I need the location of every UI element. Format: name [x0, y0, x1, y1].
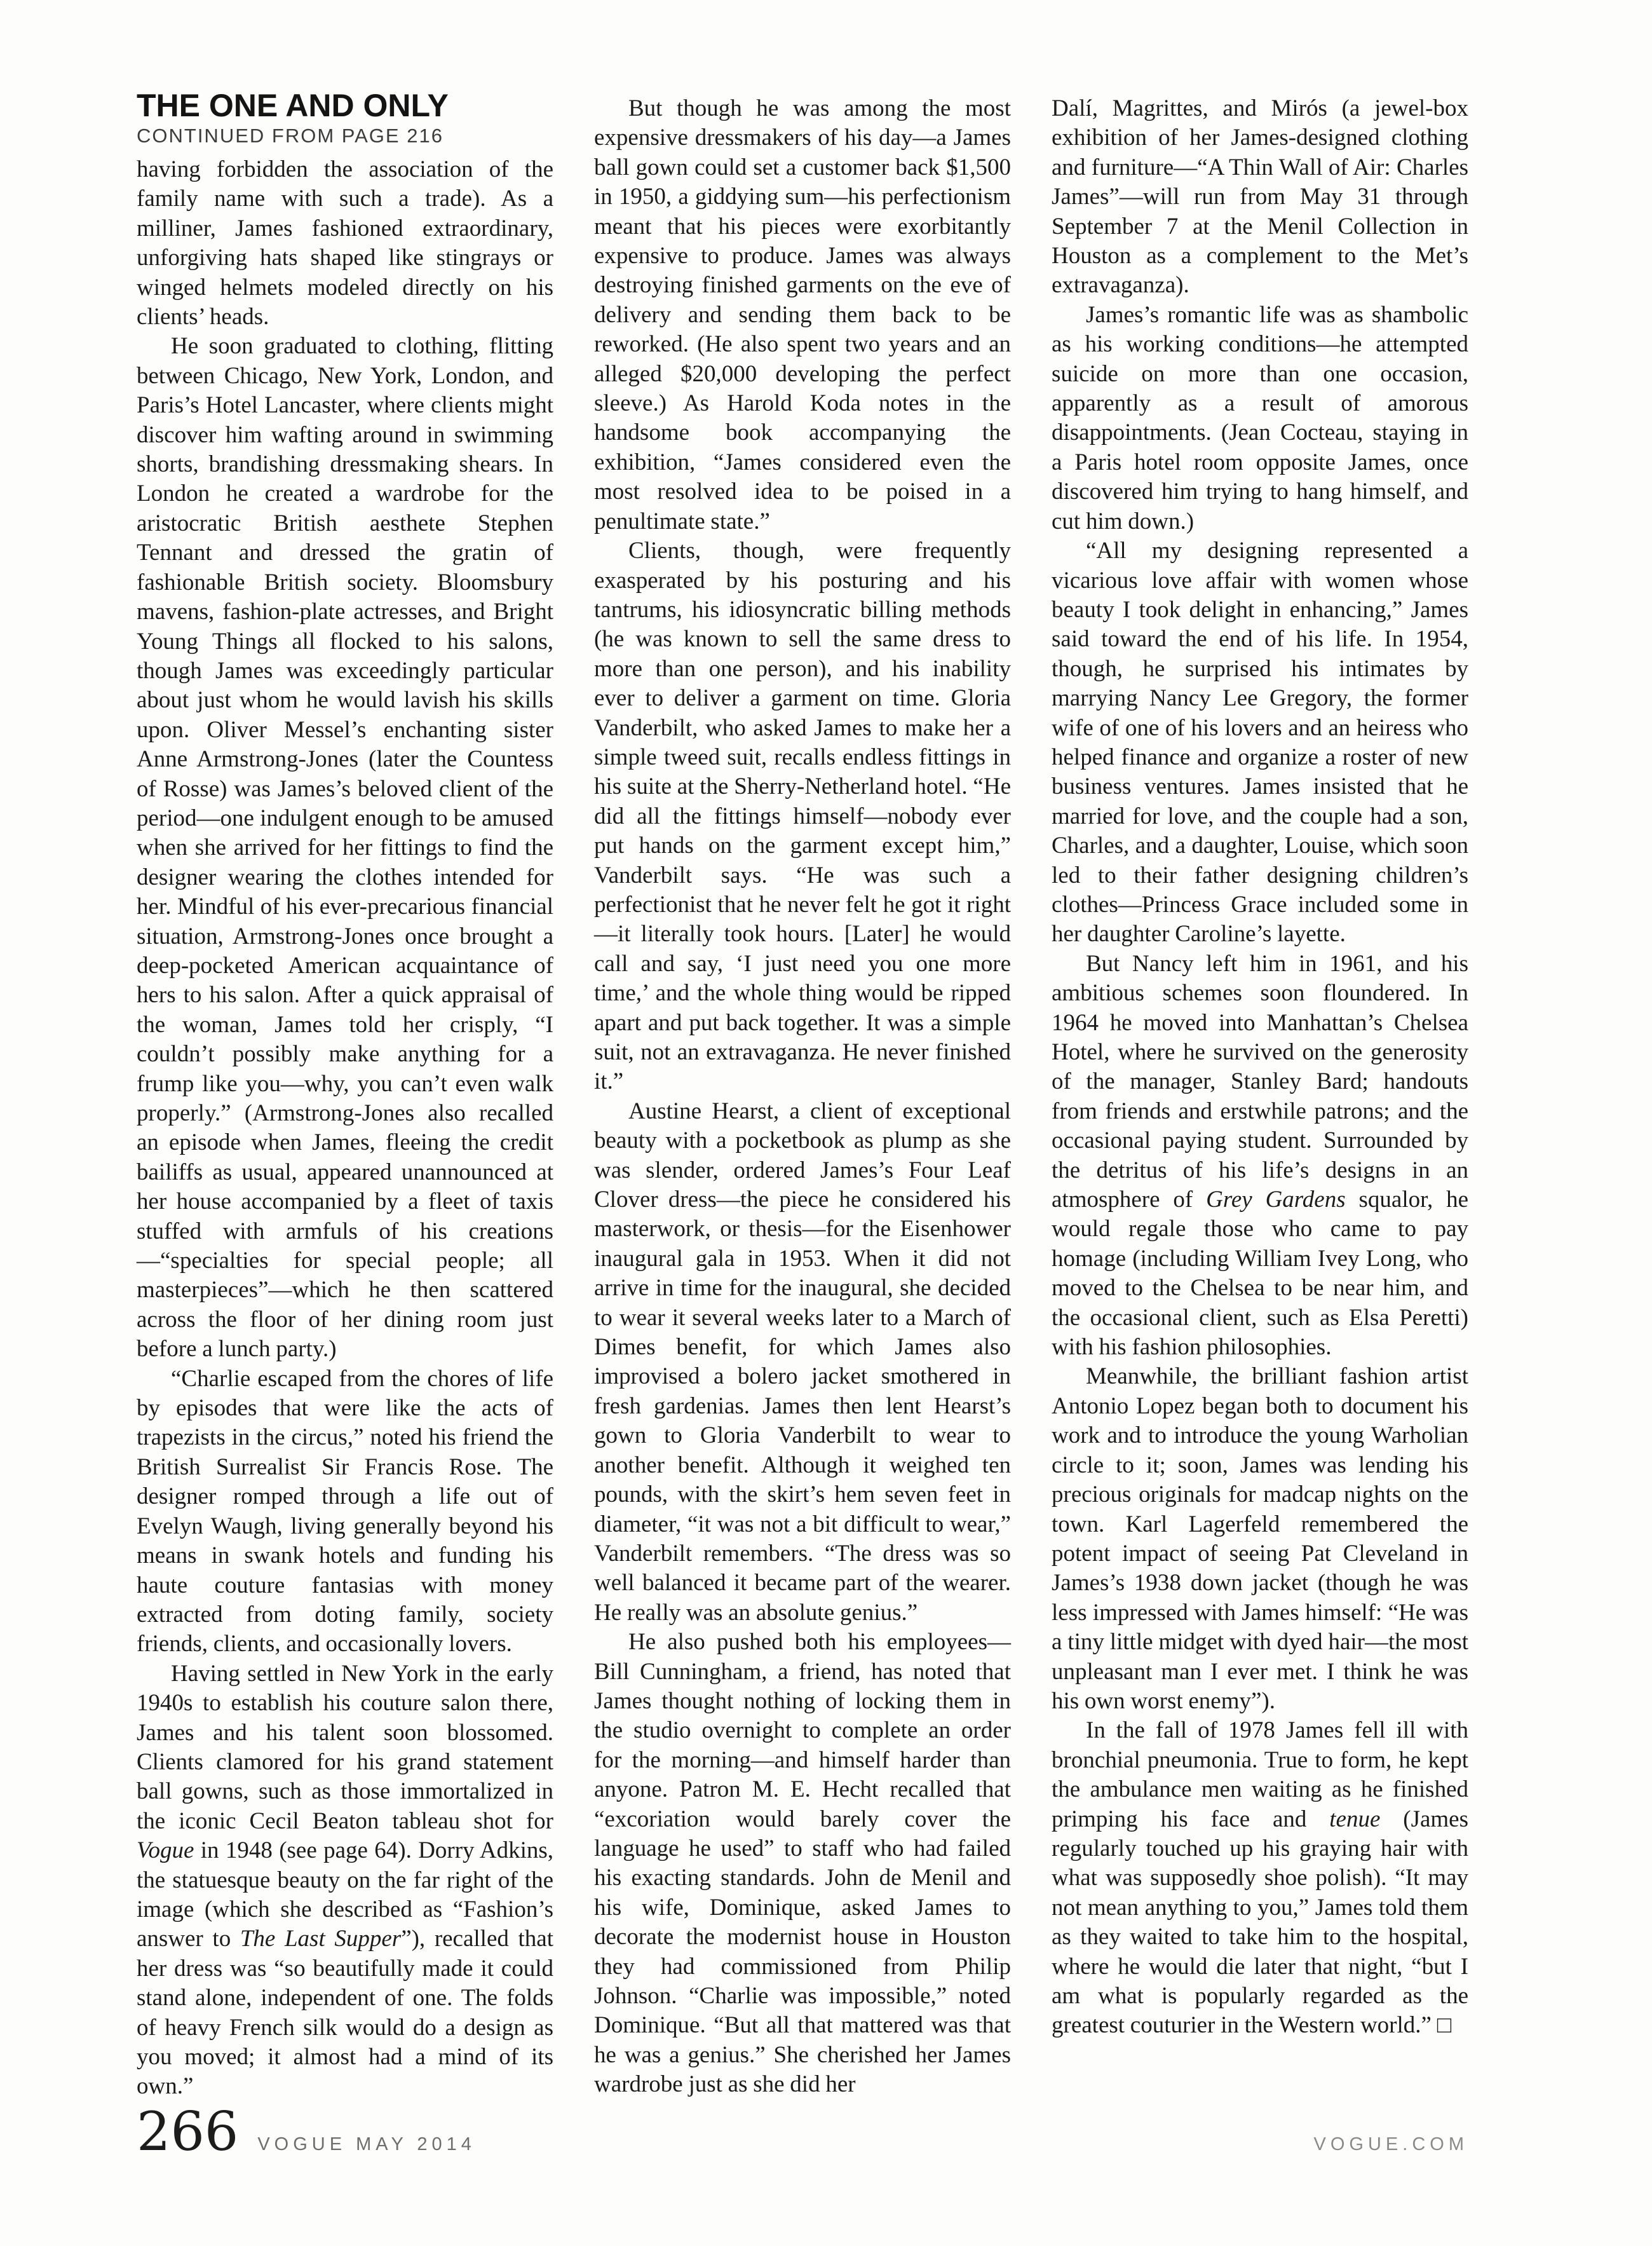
- paragraph: Having settled in New York in the early 1940s to establish his couture salon there, James and his talent soon blossomed. Clients clamored for his grand statement ball gowns, such as those immortalized in the iconic Cecil Beaton tableau shot for Vogue in 1948 (see page 64). Dorry Adkins, the statuesque beauty on the far right of the image (which she described as “Fashion’s answer to The Last Supper”), recalled that her dress was “so beautifully made it could stand alone, independent of one. The folds of heavy French silk would do a design as you moved; it almost had a mind of its own.”: [137, 1660, 553, 2100]
- paragraph: Meanwhile, the brilliant fashion artist Antonio Lopez began both to document his work and to introduce the young Warholian circle to it; soon, James was lending his precious originals for madcap nights on the town. Karl Lagerfeld remembered the potent impact of seeing Pat Cleveland in James’s 1938 down jacket (though he was less impressed with James himself: “He was a tiny little midget with dyed hair—the most unpleasant man I ever met. I think he was his own worst enemy”).: [1052, 1363, 1468, 1714]
- paragraph: “Charlie escaped from the chores of life by episodes that were like the acts of trapezists in the circus,” noted his friend the British Surrealist Sir Francis Rose. The designer romped through a life out of Evelyn Waugh, living generally beyond his means in swank hotels and funding his haute couture fantasias with money extracted from doting family, society friends, clients, and occasionally lovers.: [137, 1365, 553, 1657]
- page-footer: [137, 2100, 1468, 2163]
- paragraph: In the fall of 1978 James fell ill with bronchial pneumonia. True to form, he kept the ambulance men waiting as he finished primping his face and tenue (James regularly touched up his graying hair with what was supposedly shoe polish). “It may not mean anything to you,” James told them as they waited to take him to the hospital, where he would die later that night, “but I am what is popularly regarded as the greatest couturier in the Western world.” □: [1052, 1717, 1468, 2039]
- website-label: VOGUE.COM: [1313, 2134, 1468, 2154]
- footer-left: [137, 2100, 476, 2163]
- issue-label: VOGUE MAY 2014: [257, 2134, 476, 2154]
- page-number: 266: [137, 2100, 239, 2163]
- paragraph: But Nancy left him in 1961, and his ambitious schemes soon floundered. In 1964 he moved into Manhattan’s Chelsea Hotel, where he survived on the generosity of the manager, Stanley Bard; handouts from friends and erstwhile patrons; and the occasional paying student. Surrounded by the detritus of his life’s designs in an atmosphere of Grey Gardens squalor, he would regale those who came to pay homage (including William Ivey Long, who moved to the Chelsea to be near him, and the occasional client, such as Elsa Peretti) with his fashion philosophies.: [1052, 950, 1468, 1361]
- article-title: THE ONE AND ONLY: [137, 88, 449, 123]
- paragraph: Clients, though, were frequently exasperated by his posturing and his tantrums, his idiosyncratic billing methods (he was known to sell the same dress to more than one person), and his inability ever to deliver a garment on time. Gloria Vanderbilt, who asked James to make her a simple tweed suit, recalls endless fittings in his suite at the Sherry-Netherland hotel. “He did all the fittings himself—nobody ever put hands on the garment except him,” Vanderbilt says. “He was such a perfectionist that he never felt he got it right—it literally took hours. [Later] he would call and say, ‘I just need you one more time,’ and the whole thing would be ripped apart and put back together. It was a simple suit, not an extravaganza. He never finished it.”: [594, 538, 1011, 1095]
- paragraph: But though he was among the most expensive dressmakers of his day—a James ball gown could set a customer back $1,500 in 1950, a giddying sum—his perfectionism meant that his pieces were exorbitantly expensive to produce. James was always destroying finished garments on the eve of delivery and sending them back to be reworked. (He also spent two years and an alleged $20,000 developing the perfect sleeve.) As Harold Koda notes in the handsome book accompanying the exhibition, “James considered even the most resolved idea to be poised in a penultimate state.”: [594, 95, 1011, 534]
- text-column-1: [137, 90, 553, 2102]
- column-1-body: [137, 155, 553, 2102]
- column-3-body: [1052, 94, 1468, 2041]
- paragraph: Austine Hearst, a client of exceptional beauty with a pocketbook as plump as she was slender, ordered James’s Four Leaf Clover dress—the piece he considered his masterwork, or thesis—for the Eisenhower inaugural gala in 1953. When it did not arrive in time for the inaugural, she decided to wear it several weeks later to a March of Dimes benefit, for which James also improvised a bolero jacket smothered in fresh gardenias. James then lent Hearst’s gown to Gloria Vanderbilt to wear to another benefit. Although it weighed ten pounds, with the skirt’s hem seven feet in diameter, “it was not a bit difficult to wear,” Vanderbilt remembers. “The dress was so well balanced it became part of the wearer. He really was an absolute genius.”: [594, 1098, 1011, 1626]
- paragraph: He soon graduated to clothing, flitting between Chicago, New York, London, and Paris’s Hotel Lancaster, where clients might discover him wafting around in swimming shorts, brandishing dressmaking shears. In London he created a wardrobe for the aristocratic British aesthete Stephen Tennant and dressed the gratin of fashionable British society. Bloomsbury mavens, fashion-plate actresses, and Bright Young Things all flocked to his salons, though James was exceedingly particular about just whom he would lavish his skills upon. Oliver Messel’s enchanting sister Anne Armstrong-Jones (later the Countess of Rosse) was James’s beloved client of the period—one indulgent enough to be amused when she arrived for her fittings to find the designer wearing the clothes intended for her. Mindful of his ever-precarious financial situation, Armstrong-Jones once brought a deep-pocketed American acquaintance of hers to his salon. After a quick appraisal of the woman, James told her crisply, “I couldn’t possibly make anything for a frump like you—why, you can’t even walk properly.” (Armstrong-Jones also recalled an episode when James, fleeing the credit bailiffs as usual, appeared unannounced at her house accompanied by a fleet of taxis stuffed with armfuls of his creations—“specialties for special people; all masterpieces”—which he then scattered across the floor of her dining room just before a lunch party.): [137, 333, 553, 1363]
- paragraph: having forbidden the association of the family name with such a trade). As a milliner, James fashioned extraordinary, unforgiving hats shaped like stingrays or winged helmets modeled directly on his clients’ heads.: [137, 156, 553, 330]
- text-column-2: [594, 94, 1011, 2100]
- text-column-3: [1052, 94, 1468, 2041]
- continued-from-note: CONTINUED FROM PAGE 216: [137, 125, 443, 147]
- paragraph: “All my designing represented a vicarious love affair with women whose beauty I took delight in enhancing,” James said toward the end of his life. In 1954, though, he surprised his intimates by marrying Nancy Lee Gregory, the former wife of one of his lovers and an heiress who helped finance and organize a roster of new business ventures. James insisted that he married for love, and the couple had a son, Charles, and a daughter, Louise, which soon led to their father designing children’s clothes—Princess Grace included some in her daughter Caroline’s layette.: [1052, 538, 1468, 948]
- column-2-body: [594, 94, 1011, 2100]
- paragraph: James’s romantic life was as shambolic as his working conditions—he attempted suicide on more than one occasion, apparently as a result of amorous disappointments. (Jean Cocteau, staying in a Paris hotel room opposite James, once discovered him trying to hang himself, and cut him down.): [1052, 301, 1468, 534]
- paragraph: He also pushed both his employees—Bill Cunningham, a friend, has noted that James thought nothing of locking them in the studio overnight to complete an order for the morning—and himself harder than anyone. Patron M. E. Hecht recalled that “excoriation would barely cover the language he used” to staff who had failed his exacting standards. John de Menil and his wife, Dominique, asked James to decorate the modernist house in Houston they had commissioned from Philip Johnson. “Charlie was impossible,” noted Dominique. “But all that mattered was that he was a genius.” She cherished her James wardrobe just as she did her: [594, 1629, 1011, 2098]
- paragraph: Dalí, Magrittes, and Mirós (a jewel-box exhibition of her James-designed clothing and furniture—“A Thin Wall of Air: Charles James”—will run from May 31 through September 7 at the Menil Collection in Houston as a complement to the Met’s extravaganza).: [1052, 95, 1468, 299]
